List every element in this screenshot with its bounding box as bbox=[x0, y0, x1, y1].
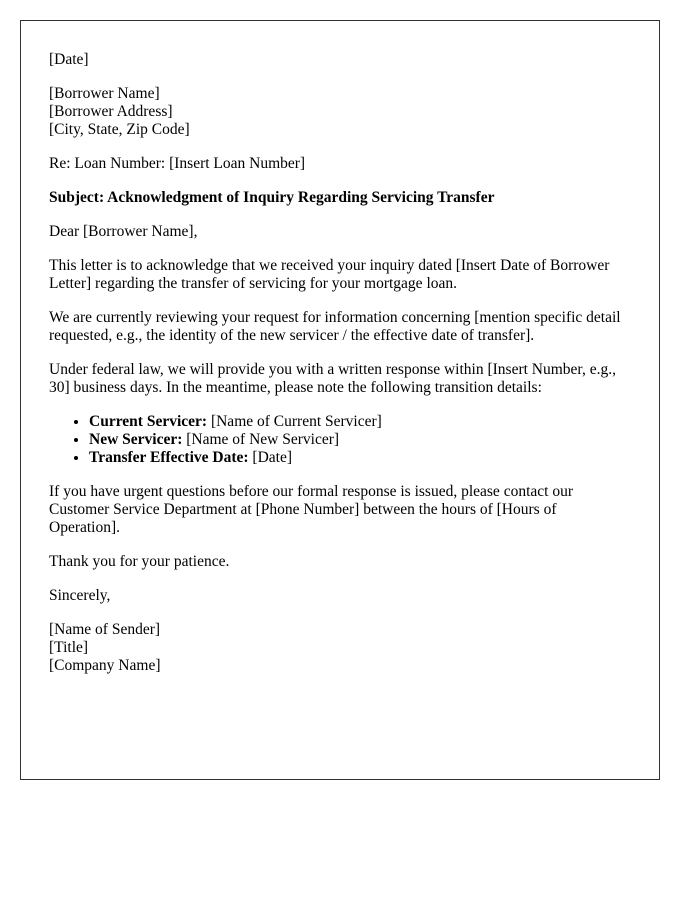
borrower-address: [Borrower Address] bbox=[49, 103, 173, 120]
sender-title: [Title] bbox=[49, 639, 89, 656]
borrower-name: [Borrower Name] bbox=[49, 85, 160, 102]
closing: Sincerely, bbox=[49, 587, 111, 604]
loan-reference-line: Re: Loan Number: [Insert Loan Number] bbox=[49, 155, 306, 172]
paragraph-thanks: Thank you for your patience. bbox=[49, 553, 230, 570]
sender-name: [Name of Sender] bbox=[49, 621, 161, 638]
detail-value: [Name of Current Servicer] bbox=[207, 413, 382, 430]
detail-value: [Date] bbox=[248, 449, 292, 466]
subject-line: Subject: Acknowledgment of Inquiry Regarding Servicing Transfer bbox=[49, 189, 495, 206]
salutation: Dear [Borrower Name], bbox=[49, 223, 198, 240]
borrower-city-state-zip: [City, State, Zip Code] bbox=[49, 121, 190, 138]
detail-label: Transfer Effective Date: bbox=[89, 449, 249, 466]
paragraph-review: We are currently reviewing your request for information concerning [mention specific detail requested, e.g., the identity of the new servicer / the effective date of transfer]. bbox=[49, 309, 621, 344]
detail-value: [Name of New Servicer] bbox=[182, 431, 340, 448]
detail-current-servicer bbox=[89, 413, 631, 431]
paragraph-response-timeline: Under federal law, we will provide you with a written response within [Insert Number, e.g., 30] business days. In the meantime, please note the following transition details: bbox=[49, 361, 616, 396]
detail-transfer-effective-date bbox=[89, 449, 631, 467]
transition-details-list bbox=[49, 413, 631, 467]
paragraph-contact: If you have urgent questions before our formal response is issued, please contact our Customer Service Department at [Phone Number] between the hours of [Hours of Operation]. bbox=[49, 483, 573, 536]
letter-date: [Date] bbox=[49, 51, 89, 68]
borrower-address-block bbox=[49, 85, 631, 139]
sender-company: [Company Name] bbox=[49, 657, 161, 674]
detail-label: New Servicer: bbox=[89, 431, 183, 448]
letter-document bbox=[20, 20, 660, 780]
detail-new-servicer bbox=[89, 431, 631, 449]
sender-signature-block bbox=[49, 621, 631, 675]
paragraph-acknowledgment: This letter is to acknowledge that we received your inquiry dated [Insert Date of Borrower Letter] regarding the transfer of servicing for your mortgage loan. bbox=[49, 257, 610, 292]
detail-label: Current Servicer: bbox=[89, 413, 208, 430]
